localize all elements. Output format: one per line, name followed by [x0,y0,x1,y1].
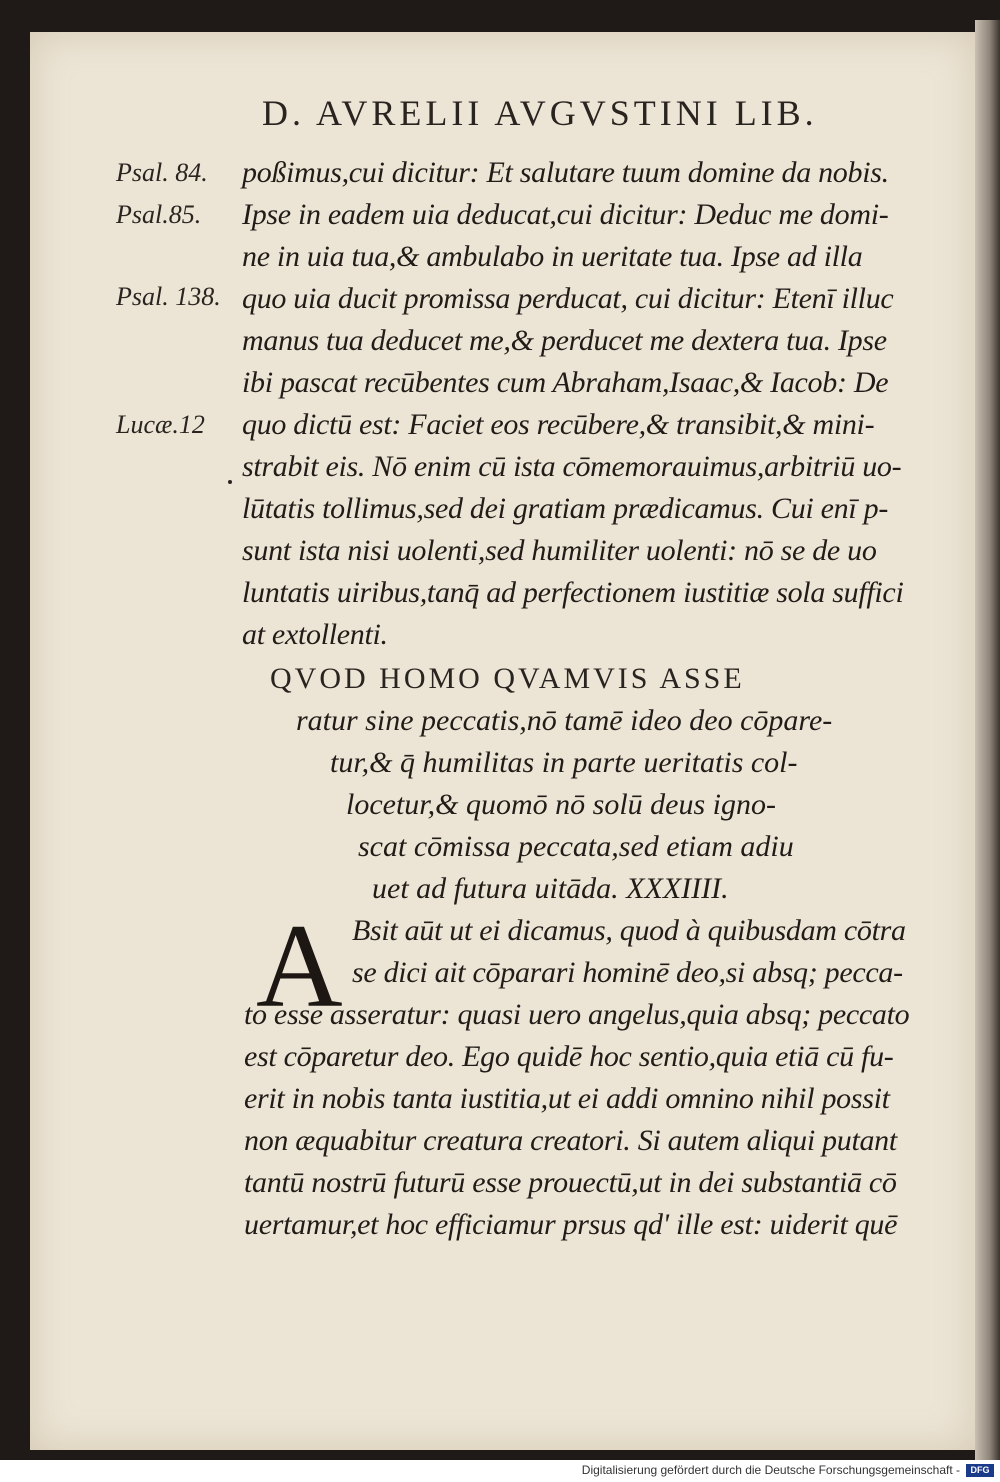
body-line: Ipse in eadem uia deducat,cui dicitur: Deduc me domi- [242,198,889,231]
body-line: at extollenti. [242,618,388,651]
running-head: D. AVRELII AVGVSTINI LIB. [262,93,818,133]
chapter-heading-line: locetur,& quomō nō solū deus igno- [346,788,776,821]
dfg-logo: DFG [966,1464,994,1477]
page-edge [975,20,1000,1460]
body-line: quo uia ducit promissa perducat, cui dicitur: Etenī illuc [242,282,894,315]
body-line: lūtatis tollimus,sed dei gratiam prædicamus. Cui enī p- [242,492,889,525]
paragraph-line: non æquabitur creatura creatori. Si autem aliqui putant [244,1124,897,1157]
body-line: ibi pascat recūbentes cum Abraham,Isaac,& Iacob: De [242,366,889,399]
chapter-heading-line: scat cōmissa peccata,sed etiam adiu [358,830,794,863]
margin-dot [228,480,232,484]
paragraph-line: erit in nobis tanta iustitia,ut ei addi omnino nihil possit [244,1082,890,1115]
margin-note-psal-138: Psal. 138. [116,282,221,311]
paragraph-line: to esse asseratur: quasi uero angelus,quia absq; peccato [244,998,910,1031]
chapter-heading-caps: QVOD HOMO QVAMVIS ASSE [270,662,745,695]
body-line: manus tua deducet me,& perducet me dextera tua. Ipse [242,324,887,357]
margin-note-psal-85: Psal.85. [116,200,202,229]
footer-bar [0,1460,1000,1482]
body-line: strabit eis. Nō enim cū ista cōmemorauimus,arbitriū uo- [242,450,902,483]
body-line: poßimus,cui dicitur: Et salutare tuum domine da nobis. [242,156,889,189]
paragraph-line: Bsit aūt ut ei dicamus, quod à quibusdam cōtra [352,914,906,947]
margin-note-lucae-12: Lucæ.12 [116,410,205,439]
drop-cap: A [256,899,343,1032]
paragraph-line: tantū nostrū futurū esse prouectū,ut in dei substantiā cō [244,1166,897,1199]
margin-note-psal-84: Psal. 84. [116,158,208,187]
footer-credit: Digitalisierung gefördert durch die Deutsche Forschungsgemeinschaft - [581,1463,960,1477]
chapter-heading-line: uet ad futura uitāda. XXXIIII. [372,872,729,905]
chapter-heading-line: tur,& q̄ humilitas in parte ueritatis col- [330,746,798,779]
body-line: ne in uia tua,& ambulabo in ueritate tua. Ipse ad illa [242,240,863,273]
body-line: luntatis uiribus,tanq̄ ad perfectionem iustitiæ sola suffici [242,576,904,609]
body-line: sunt ista nisi uolenti,sed humiliter uolenti: nō se de uo [242,534,877,567]
paragraph-line: est cōparetur deo. Ego quidē hoc sentio,quia etiā cū fu- [244,1040,894,1073]
paragraph-line: se dici ait cōparari hominē deo,si absq; pecca- [352,956,903,989]
chapter-heading-line: ratur sine peccatis,nō tamē ideo deo cōpare- [296,704,833,737]
paragraph-line: uertamur,et hoc efficiamur prsus qd' ille est: uiderit quē [244,1208,898,1241]
body-line: quo dictū est: Faciet eos recūbere,& transibit,& mini- [242,408,875,441]
